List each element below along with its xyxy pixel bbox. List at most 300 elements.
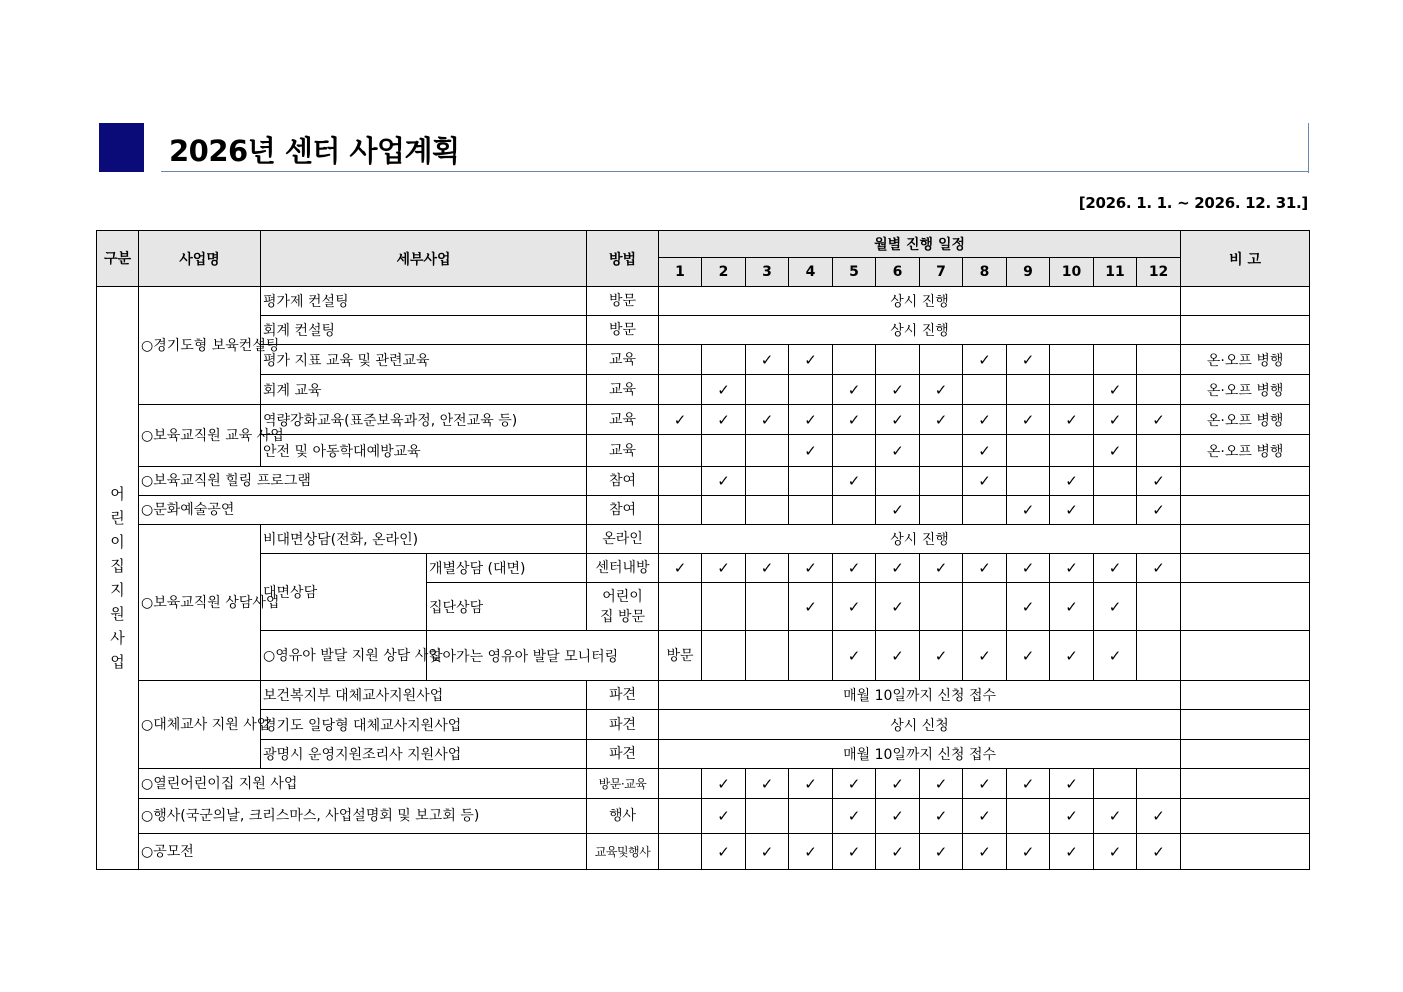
month-cell-12 xyxy=(1137,583,1181,631)
section-label-char: 사 xyxy=(110,629,125,647)
month-cell-11 xyxy=(1094,769,1137,799)
check-icon: ✓ xyxy=(934,646,948,665)
table-row xyxy=(97,467,1310,496)
month-cell-3 xyxy=(746,554,789,583)
check-icon: ✓ xyxy=(891,410,904,429)
business-name: ○보육교직원 교육 사업 xyxy=(139,405,261,467)
month-cell-6 xyxy=(876,375,920,405)
check-icon: ✓ xyxy=(891,380,904,399)
month-cell-9 xyxy=(1007,405,1050,435)
table-row xyxy=(97,740,1310,769)
header-month-7: 7 xyxy=(920,258,963,287)
month-cell-4 xyxy=(789,554,833,583)
check-icon: ✓ xyxy=(934,380,948,399)
month-cell-11 xyxy=(1094,435,1137,467)
check-icon: ✓ xyxy=(717,559,730,577)
month-cell-11 xyxy=(1094,799,1137,834)
business-name: ○대체교사 지원 사업 xyxy=(139,681,261,769)
check-icon: ✓ xyxy=(978,410,991,429)
month-cell-7 xyxy=(920,554,963,583)
month-cell-8 xyxy=(963,769,1007,799)
check-icon: ✓ xyxy=(673,559,687,577)
method-cell: 방문 xyxy=(587,316,659,345)
month-cell-5 xyxy=(833,554,876,583)
month-cell-10 xyxy=(1050,554,1094,583)
header-month-3: 3 xyxy=(746,258,789,287)
check-icon: ✓ xyxy=(891,597,904,616)
table-row xyxy=(97,345,1310,375)
note-cell: 온·오프 병행 xyxy=(1181,375,1310,405)
month-cell-9 xyxy=(1007,769,1050,799)
month-cell-10 xyxy=(1050,405,1094,435)
month-cell-12 xyxy=(1137,467,1181,496)
month-cell-10 xyxy=(1050,799,1094,834)
month-cell-8 xyxy=(963,799,1007,834)
month-cell-11 xyxy=(1094,554,1137,583)
month-cell-10 xyxy=(1050,769,1094,799)
method-cell: 교육 xyxy=(587,375,659,405)
month-cell-8 xyxy=(963,435,1007,467)
month-cell-9 xyxy=(1007,554,1050,583)
note-cell xyxy=(1181,681,1310,710)
check-icon: ✓ xyxy=(760,842,774,861)
section-label-char: 어 xyxy=(110,485,125,503)
detail-name: 보건복지부 대체교사지원사업 xyxy=(261,681,587,710)
check-icon: ✓ xyxy=(1108,441,1122,460)
month-cell-7 xyxy=(920,435,963,467)
check-icon: ✓ xyxy=(1021,597,1035,616)
method-cell: 참여 xyxy=(587,467,659,496)
check-icon: ✓ xyxy=(978,646,991,665)
check-icon: ✓ xyxy=(804,441,817,460)
table-row xyxy=(97,496,1310,525)
method-cell: 방문 xyxy=(587,287,659,316)
month-cell-7 xyxy=(920,375,963,405)
month-cell-9 xyxy=(1007,345,1050,375)
method-cell: 교육 xyxy=(587,405,659,435)
month-cell-5 xyxy=(833,435,876,467)
month-cell-7 xyxy=(963,631,1007,681)
month-cell-9 xyxy=(1007,834,1050,870)
method-cell: 교육 xyxy=(587,345,659,375)
month-cell-9 xyxy=(1007,799,1050,834)
detail-name: 역량강화교육(표준보육과정, 안전교육 등) xyxy=(261,405,587,435)
month-cell-4 xyxy=(789,496,833,525)
month-cell-5 xyxy=(833,496,876,525)
check-icon: ✓ xyxy=(934,410,948,429)
note-cell: 온·오프 병행 xyxy=(1181,435,1310,467)
month-cell-11 xyxy=(1094,405,1137,435)
business-name: ○영유아 발달 지원 상담 사업 xyxy=(261,631,427,681)
month-cell-5 xyxy=(833,834,876,870)
month-cell-2 xyxy=(702,405,746,435)
month-cell-3 xyxy=(746,799,789,834)
check-icon: ✓ xyxy=(1021,350,1035,369)
month-cell-12 xyxy=(1137,496,1181,525)
month-cell-3 xyxy=(746,405,789,435)
month-cell-3 xyxy=(746,583,789,631)
month-cell-2 xyxy=(702,834,746,870)
month-cell-4 xyxy=(789,834,833,870)
method-cell: 센터내방 xyxy=(587,554,659,583)
check-icon: ✓ xyxy=(978,807,991,825)
month-cell-7 xyxy=(920,405,963,435)
check-icon: ✓ xyxy=(978,774,991,793)
month-cell-10 xyxy=(1050,834,1094,870)
month-cell-3 xyxy=(746,375,789,405)
detail-name: 비대면상담(전화, 온라인) xyxy=(261,525,587,554)
month-cell-5 xyxy=(833,345,876,375)
month-cell-12 xyxy=(1137,554,1181,583)
month-cell-3 xyxy=(746,769,789,799)
month-cell-11 xyxy=(1094,375,1137,405)
method-cell: 방문·교육 xyxy=(587,769,659,799)
month-cell-10 xyxy=(1050,345,1094,375)
month-cell-7 xyxy=(920,345,963,375)
check-icon: ✓ xyxy=(1021,501,1035,519)
month-cell-8 xyxy=(963,375,1007,405)
note-cell xyxy=(1181,769,1310,799)
month-cell-6 xyxy=(876,554,920,583)
month-cell-9 xyxy=(1007,583,1050,631)
check-icon: ✓ xyxy=(934,774,948,793)
month-cell-11 xyxy=(1094,496,1137,525)
check-icon: ✓ xyxy=(1065,646,1078,665)
month-cell-7 xyxy=(920,583,963,631)
header-month-1: 1 xyxy=(659,258,702,287)
month-cell-3 xyxy=(746,496,789,525)
check-icon: ✓ xyxy=(1021,646,1035,665)
check-icon: ✓ xyxy=(804,350,817,369)
month-cell-9 xyxy=(1007,435,1050,467)
header-month-9: 9 xyxy=(1007,258,1050,287)
note-cell xyxy=(1181,834,1310,870)
month-cell-1 xyxy=(659,583,702,631)
month-cell-4 xyxy=(789,405,833,435)
table-row xyxy=(97,710,1310,740)
method-cell: 행사 xyxy=(587,799,659,834)
month-cell-10 xyxy=(1050,583,1094,631)
check-icon: ✓ xyxy=(1152,559,1165,577)
month-cell-3 xyxy=(746,435,789,467)
month-cell-9 xyxy=(1050,631,1094,681)
month-cell-2 xyxy=(702,799,746,834)
check-icon: ✓ xyxy=(1108,380,1122,399)
method-cell: 온라인 xyxy=(587,525,659,554)
month-cell-6 xyxy=(920,631,963,681)
check-icon: ✓ xyxy=(760,774,774,793)
month-cell-11 xyxy=(1137,631,1181,681)
check-icon: ✓ xyxy=(1152,472,1165,490)
month-cell-12 xyxy=(1137,769,1181,799)
check-icon: ✓ xyxy=(891,774,904,793)
month-cell-5 xyxy=(833,375,876,405)
month-cell-2 xyxy=(746,631,789,681)
month-cell-6 xyxy=(876,435,920,467)
check-icon: ✓ xyxy=(1065,472,1078,490)
header-month-2: 2 xyxy=(702,258,746,287)
month-cell-8 xyxy=(963,467,1007,496)
month-cell-2 xyxy=(702,769,746,799)
month-cell-10 xyxy=(1050,496,1094,525)
schedule-span-text: 매월 10일까지 신청 접수 xyxy=(659,681,1181,710)
check-icon: ✓ xyxy=(891,559,904,577)
month-cell-3 xyxy=(789,631,833,681)
note-cell xyxy=(1181,525,1310,554)
check-icon: ✓ xyxy=(1021,842,1035,861)
month-cell-12 xyxy=(1137,834,1181,870)
section-label-char: 이 xyxy=(110,533,125,551)
month-cell-7 xyxy=(920,834,963,870)
check-icon: ✓ xyxy=(1152,501,1165,519)
month-cell-6 xyxy=(876,769,920,799)
business-name: ○열린어린이집 지원 사업 xyxy=(139,769,587,799)
title-block xyxy=(99,123,1310,173)
method-cell: 교육 xyxy=(587,435,659,467)
check-icon: ✓ xyxy=(1108,842,1122,861)
check-icon: ✓ xyxy=(760,559,774,577)
note-cell: 온·오프 병행 xyxy=(1181,405,1310,435)
check-icon: ✓ xyxy=(847,774,861,793)
month-cell-1 xyxy=(659,405,702,435)
check-icon: ✓ xyxy=(760,410,774,429)
month-cell-12 xyxy=(1137,799,1181,834)
note-cell xyxy=(1181,583,1310,631)
section-label-char: 원 xyxy=(110,605,125,623)
month-cell-1 xyxy=(659,467,702,496)
section-label-char: 집 xyxy=(110,557,125,575)
month-cell-4 xyxy=(789,345,833,375)
section-label-char: 린 xyxy=(110,509,125,527)
check-icon: ✓ xyxy=(934,807,948,825)
month-cell-4 xyxy=(789,375,833,405)
detail-name: 평가제 컨설팅 xyxy=(261,287,587,316)
month-cell-12 xyxy=(1181,631,1310,681)
detail-subgroup: 대면상담 xyxy=(261,554,427,631)
month-cell-10 xyxy=(1050,467,1094,496)
table-row xyxy=(97,799,1310,834)
check-icon: ✓ xyxy=(1065,807,1078,825)
month-cell-5 xyxy=(833,799,876,834)
month-cell-8 xyxy=(963,345,1007,375)
check-icon: ✓ xyxy=(847,646,861,665)
header-business: 사업명 xyxy=(139,231,261,287)
method-cell: 파견 xyxy=(587,740,659,769)
method-cell: 참여 xyxy=(587,496,659,525)
check-icon: ✓ xyxy=(1065,410,1078,429)
table-row xyxy=(97,834,1310,870)
header-month-5: 5 xyxy=(833,258,876,287)
title-marker-square xyxy=(99,123,144,172)
business-plan-table xyxy=(96,230,1310,870)
month-cell-9 xyxy=(1007,375,1050,405)
month-cell-1 xyxy=(659,769,702,799)
check-icon: ✓ xyxy=(1065,559,1078,577)
month-cell-1 xyxy=(702,631,746,681)
table-row xyxy=(97,525,1310,554)
check-icon: ✓ xyxy=(934,842,948,861)
check-icon: ✓ xyxy=(1152,807,1165,825)
detail-name: 광명시 운영지원조리사 지원사업 xyxy=(261,740,587,769)
check-icon: ✓ xyxy=(1108,646,1122,665)
page-title: 2026년 센터 사업계획 xyxy=(169,134,460,168)
check-icon: ✓ xyxy=(847,807,861,825)
month-cell-2 xyxy=(702,375,746,405)
detail-name: 집단상담 xyxy=(427,583,587,631)
month-cell-10 xyxy=(1050,435,1094,467)
month-cell-11 xyxy=(1094,834,1137,870)
table-row xyxy=(97,287,1310,316)
month-cell-9 xyxy=(1007,467,1050,496)
month-cell-7 xyxy=(920,467,963,496)
check-icon: ✓ xyxy=(717,410,730,429)
check-icon: ✓ xyxy=(1065,501,1078,519)
month-cell-4 xyxy=(833,631,876,681)
check-icon: ✓ xyxy=(717,774,730,793)
title-underline xyxy=(161,171,1309,172)
method-cell: 파견 xyxy=(587,710,659,740)
month-cell-10 xyxy=(1050,375,1094,405)
business-name: ○보육교직원 힐링 프로그램 xyxy=(139,467,587,496)
table-row xyxy=(97,631,1310,681)
month-cell-8 xyxy=(1007,631,1050,681)
header-detail: 세부사업 xyxy=(261,231,587,287)
check-icon: ✓ xyxy=(1152,410,1165,429)
month-cell-6 xyxy=(876,583,920,631)
header-note: 비 고 xyxy=(1181,231,1310,287)
month-cell-1 xyxy=(659,345,702,375)
check-icon: ✓ xyxy=(891,807,904,825)
month-cell-11 xyxy=(1094,467,1137,496)
check-icon: ✓ xyxy=(891,441,904,460)
schedule-span-text: 상시 신청 xyxy=(659,710,1181,740)
method-cell: 방문 xyxy=(659,631,702,681)
note-cell xyxy=(1181,316,1310,345)
method-cell: 어린이집 방문 xyxy=(587,583,659,631)
check-icon: ✓ xyxy=(891,842,904,861)
month-cell-8 xyxy=(963,496,1007,525)
month-cell-6 xyxy=(876,345,920,375)
header-category: 구분 xyxy=(97,231,139,287)
month-cell-8 xyxy=(963,405,1007,435)
business-name: ○보육교직원 상담사업 xyxy=(139,525,261,681)
check-icon: ✓ xyxy=(978,559,991,577)
check-icon: ✓ xyxy=(1065,774,1078,793)
check-icon: ✓ xyxy=(717,472,730,490)
business-name: ○경기도형 보육컨설팅 xyxy=(139,287,261,405)
month-cell-1 xyxy=(659,799,702,834)
check-icon: ✓ xyxy=(1065,597,1078,616)
month-cell-12 xyxy=(1137,435,1181,467)
month-cell-9 xyxy=(1007,496,1050,525)
check-icon: ✓ xyxy=(978,842,991,861)
note-cell xyxy=(1181,740,1310,769)
check-icon: ✓ xyxy=(717,807,730,825)
check-icon: ✓ xyxy=(1065,842,1078,861)
detail-name: 회계 컨설팅 xyxy=(261,316,587,345)
title-border-right xyxy=(1308,123,1309,173)
month-cell-6 xyxy=(876,799,920,834)
month-cell-1 xyxy=(659,496,702,525)
header-method: 방법 xyxy=(587,231,659,287)
table-row xyxy=(97,769,1310,799)
section-label-char: 지 xyxy=(110,581,125,599)
month-cell-5 xyxy=(833,405,876,435)
note-cell xyxy=(1181,467,1310,496)
month-cell-2 xyxy=(702,496,746,525)
month-cell-3 xyxy=(746,834,789,870)
check-icon: ✓ xyxy=(978,472,991,490)
method-cell: 교육및행사 xyxy=(587,834,659,870)
table-row xyxy=(97,681,1310,710)
note-cell: 온·오프 병행 xyxy=(1181,345,1310,375)
month-cell-11 xyxy=(1094,345,1137,375)
month-cell-2 xyxy=(702,467,746,496)
check-icon: ✓ xyxy=(1021,774,1035,793)
month-cell-4 xyxy=(789,435,833,467)
check-icon: ✓ xyxy=(1152,842,1165,861)
month-cell-2 xyxy=(702,435,746,467)
month-cell-4 xyxy=(789,799,833,834)
month-cell-8 xyxy=(963,834,1007,870)
header-month-4: 4 xyxy=(789,258,833,287)
month-cell-12 xyxy=(1137,405,1181,435)
month-cell-2 xyxy=(702,345,746,375)
month-cell-10 xyxy=(1094,631,1137,681)
month-cell-5 xyxy=(833,467,876,496)
month-cell-12 xyxy=(1137,375,1181,405)
check-icon: ✓ xyxy=(978,441,991,460)
month-cell-1 xyxy=(659,834,702,870)
month-cell-6 xyxy=(876,467,920,496)
check-icon: ✓ xyxy=(847,380,861,399)
check-icon: ✓ xyxy=(847,597,861,616)
month-cell-3 xyxy=(746,345,789,375)
month-cell-4 xyxy=(789,467,833,496)
detail-name: 안전 및 아동학대예방교육 xyxy=(261,435,587,467)
check-icon: ✓ xyxy=(760,350,774,369)
check-icon: ✓ xyxy=(978,350,991,369)
detail-name: 평가 지표 교육 및 관련교육 xyxy=(261,345,587,375)
detail-name: 개별상담 (대면) xyxy=(427,554,587,583)
month-cell-1 xyxy=(659,554,702,583)
method-cell: 파견 xyxy=(587,681,659,710)
check-icon: ✓ xyxy=(804,410,817,429)
table-row xyxy=(97,405,1310,435)
business-name: ○행사(국군의날, 크리스마스, 사업설명회 및 보고회 등) xyxy=(139,799,587,834)
check-icon: ✓ xyxy=(717,842,730,861)
check-icon: ✓ xyxy=(847,472,861,490)
month-cell-1 xyxy=(659,375,702,405)
table-row xyxy=(97,375,1310,405)
check-icon: ✓ xyxy=(1108,597,1122,616)
month-cell-12 xyxy=(1137,345,1181,375)
business-name: ○공모전 xyxy=(139,834,587,870)
check-icon: ✓ xyxy=(717,380,730,399)
detail-name: 찾아가는 영유아 발달 모니터링 xyxy=(427,631,659,681)
note-cell xyxy=(1181,287,1310,316)
check-icon: ✓ xyxy=(804,597,817,616)
month-cell-5 xyxy=(833,583,876,631)
month-cell-2 xyxy=(702,554,746,583)
check-icon: ✓ xyxy=(891,646,904,665)
check-icon: ✓ xyxy=(1108,410,1122,429)
schedule-span-text: 상시 진행 xyxy=(659,287,1181,316)
check-icon: ✓ xyxy=(804,559,817,577)
check-icon: ✓ xyxy=(847,410,861,429)
month-cell-2 xyxy=(702,583,746,631)
check-icon: ✓ xyxy=(804,842,817,861)
